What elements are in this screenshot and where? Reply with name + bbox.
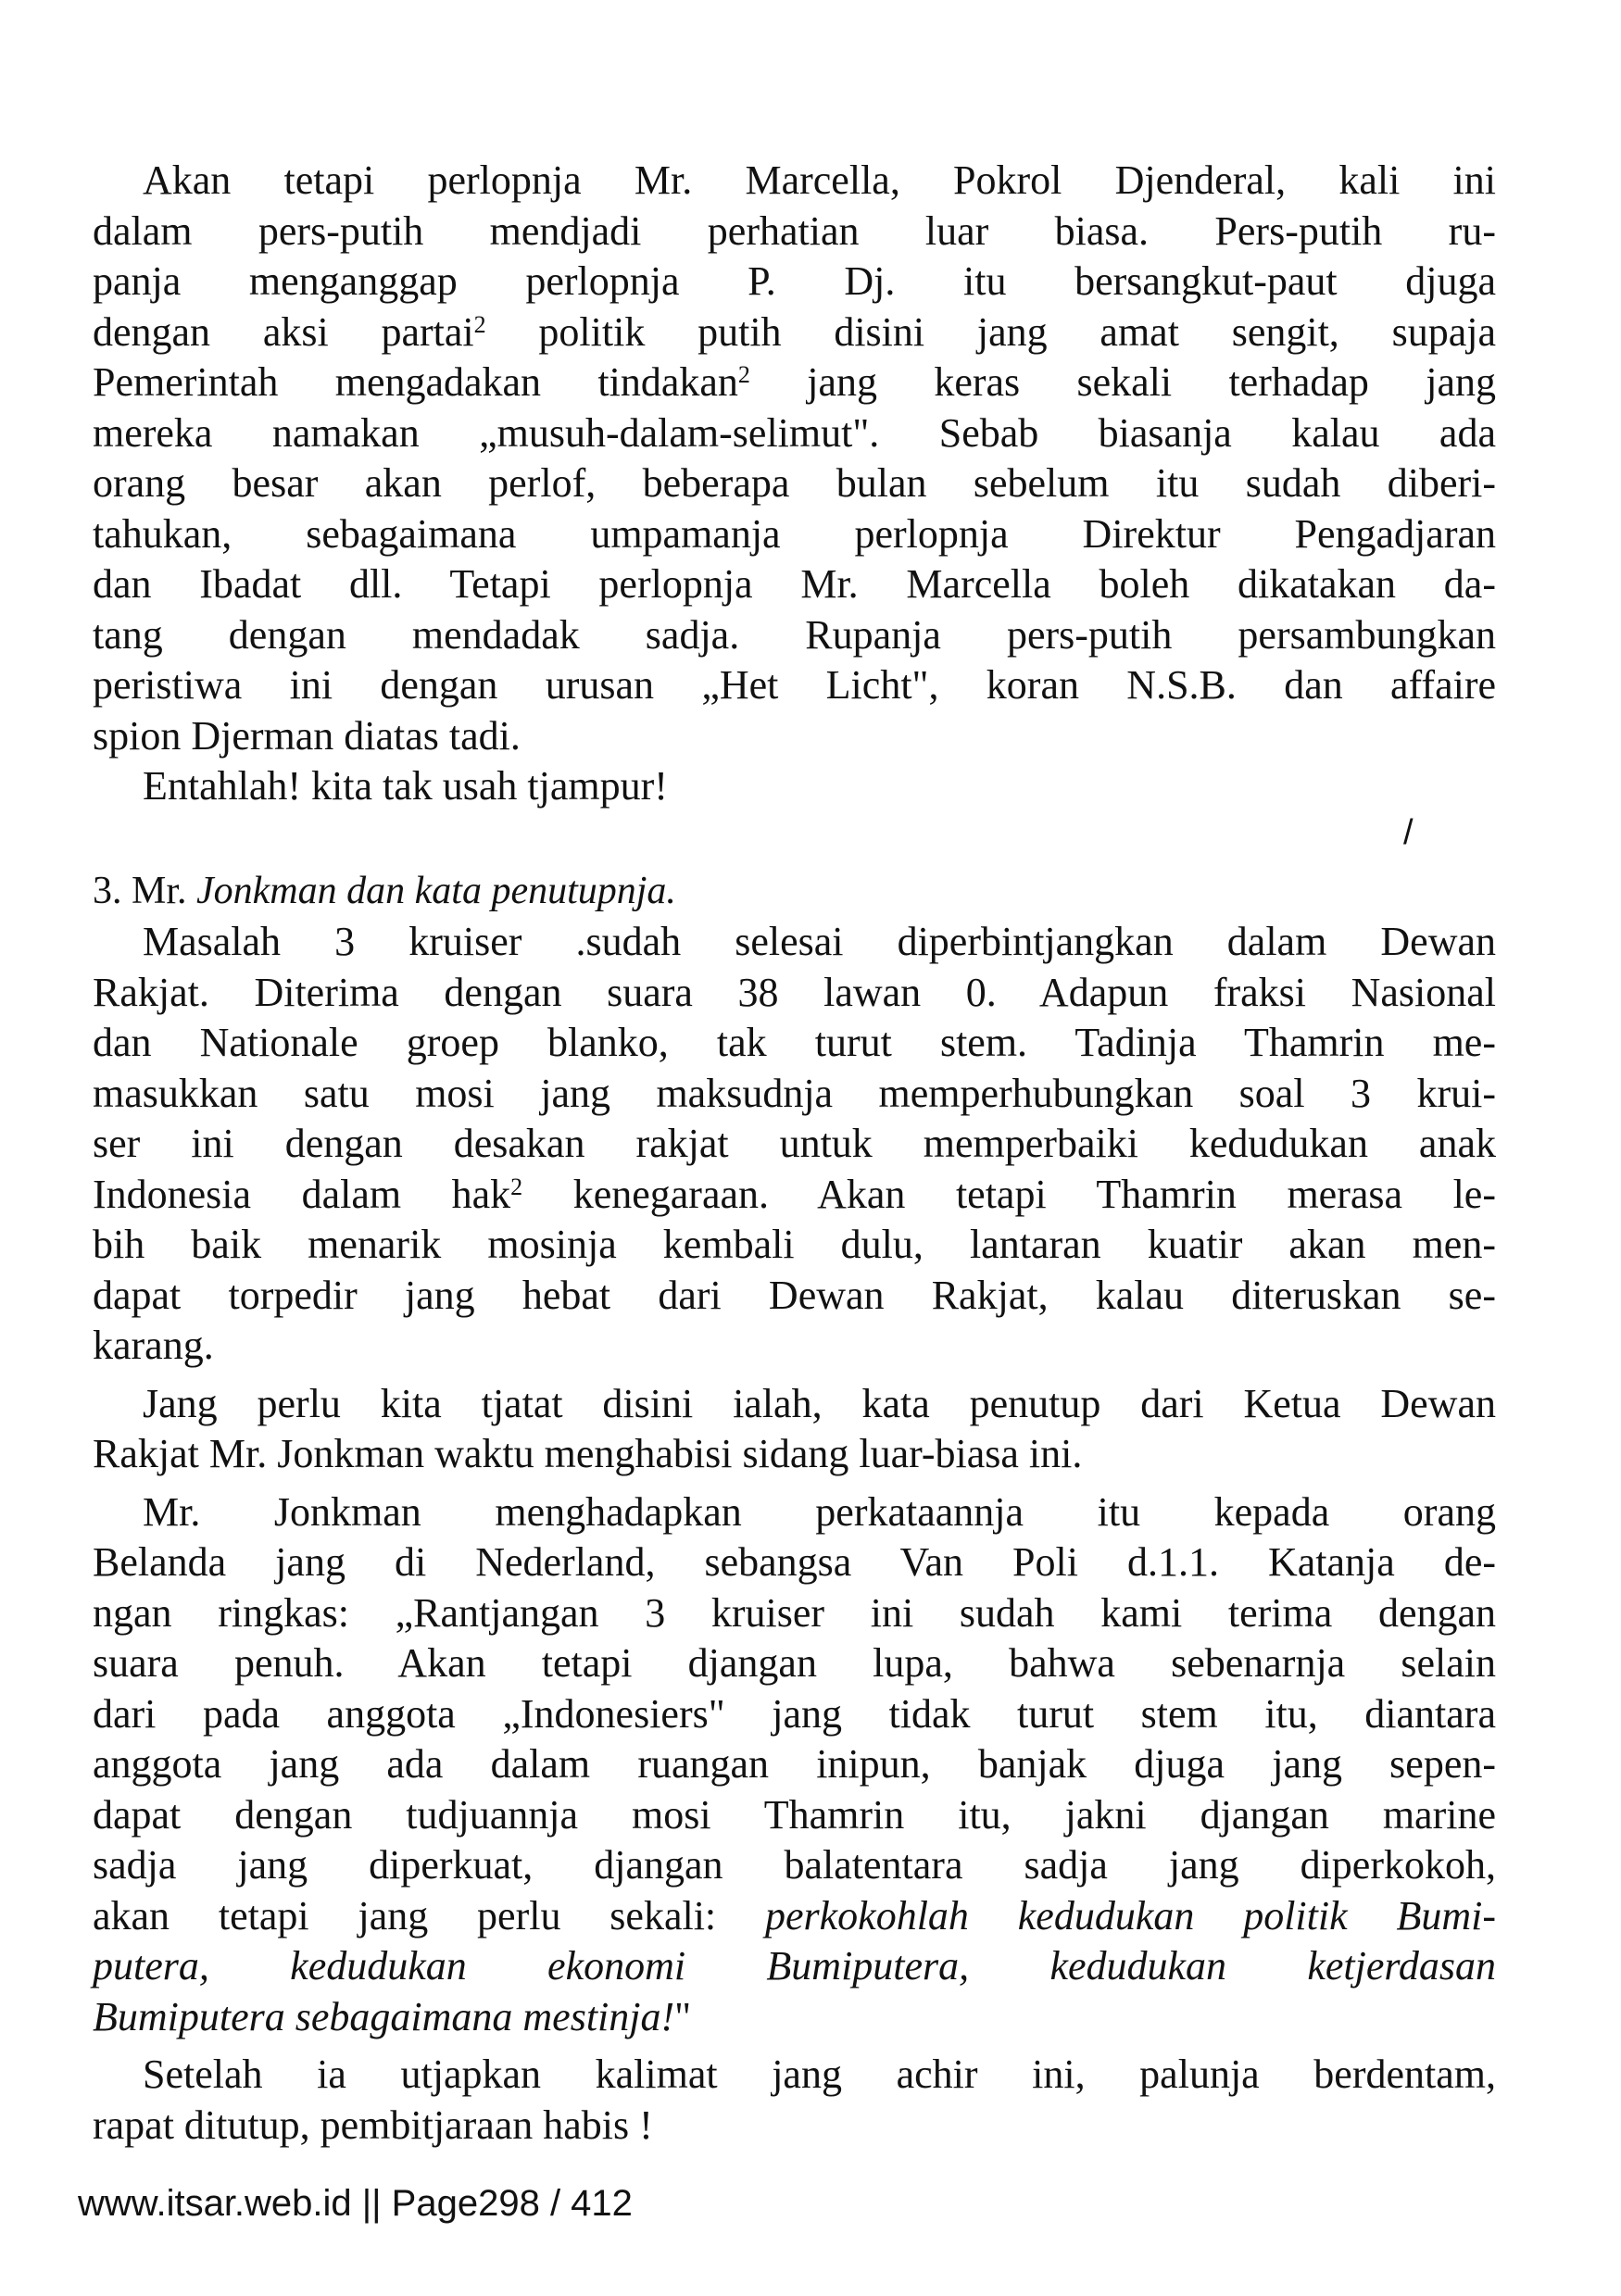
text-line: spion Djerman diatas tadi. bbox=[93, 712, 521, 759]
text-segment: Pemerintah mengadakan tindakan bbox=[93, 359, 738, 405]
reduplication-superscript: 2 bbox=[510, 1173, 523, 1200]
text-line bbox=[93, 1891, 1496, 1942]
text-line: Rakjat Mr. Jonkman waktu menghabisi sidang luar-biasa ini. bbox=[93, 1431, 1083, 1476]
paragraph-palu-berdentam bbox=[93, 2050, 1496, 2151]
text-line bbox=[93, 1992, 1496, 2043]
text-line: masukkan satu mosi jang maksudnja memperhubungkan soal 3 krui- bbox=[93, 1070, 1496, 1116]
text-segment: jang keras sekali terhadap jang bbox=[749, 359, 1497, 405]
paragraph-kata-penutup bbox=[93, 1379, 1496, 1480]
text-line: peristiwa ini dengan urusan „Het Licht", koran N.S.B. dan affaire bbox=[93, 662, 1496, 708]
text-line: dalam pers-putih mendjadi perhatian luar biasa. Pers-putih ru- bbox=[93, 207, 1496, 254]
text-line bbox=[93, 358, 1496, 408]
text-line: Entahlah! kita tak usah tjampur! bbox=[143, 763, 668, 809]
text-line: Masalah 3 kruiser .sudah selesai diperbintjangkan dalam Dewan bbox=[143, 919, 1496, 964]
text-line: rapat ditutup, pembitjaraan habis ! bbox=[93, 2102, 653, 2148]
text-line: dan Nationale groep blanko, tak turut stem. Tadinja Thamrin me- bbox=[93, 1020, 1496, 1065]
text-line bbox=[93, 1170, 1496, 1221]
text-line: Rakjat. Diterima dengan suara 38 lawan 0. Adapun fraksi Nasional bbox=[93, 969, 1496, 1015]
text-line: panja menganggap perlopnja P. Dj. itu bersangkut-paut djuga bbox=[93, 258, 1496, 304]
document-body bbox=[93, 156, 1496, 812]
document-body-section3 bbox=[93, 917, 1496, 2151]
section-heading bbox=[93, 866, 676, 916]
text-segment: politik putih disini jang amat sengit, supaja bbox=[485, 308, 1496, 355]
text-line: Belanda jang di Nederland, sebangsa Van Poli d.1.1. Katanja de- bbox=[93, 1539, 1496, 1585]
emphasis-line: putera, kedudukan ekonomi Bumiputera, kedudukan ketjerdasan bbox=[93, 1943, 1496, 1989]
text-line: bih baik menarik mosinja kembali dulu, lantaran kuatir akan men- bbox=[93, 1222, 1496, 1267]
text-line: dan Ibadat dll. Tetapi perlopnja Mr. Marcella boleh dikatakan da- bbox=[93, 561, 1496, 607]
text-line: Mr. Jonkman menghadapkan perkataannja itu kepada orang bbox=[143, 1488, 1496, 1535]
paragraph-kruiser bbox=[93, 917, 1496, 1372]
text-line: tahukan, sebagaimana umpamanja perlopnja Direktur Pengadjaran bbox=[93, 510, 1496, 557]
emphasis-segment: perkokohlah kedudukan politik Bumi- bbox=[765, 1892, 1496, 1938]
stray-slash-mark: / bbox=[1403, 813, 1414, 852]
page-footer: www.itsar.web.id || Page298 / 412 bbox=[78, 2183, 633, 2224]
text-line: suara penuh. Akan tetapi djangan lupa, bahwa sebenarnja selain bbox=[93, 1640, 1496, 1686]
text-line: Jang perlu kita tjatat disini ialah, kata penutup dari Ketua Dewan bbox=[143, 1380, 1496, 1426]
text-line: sadja jang diperkuat, djangan balatentara sadja jang diperkokoh, bbox=[93, 1842, 1496, 1888]
text-line: karang. bbox=[93, 1323, 214, 1368]
text-line: Setelah ia utjapkan kalimat jang achir ini, palunja berdentam, bbox=[143, 2051, 1496, 2097]
reduplication-superscript: 2 bbox=[737, 361, 750, 388]
text-line: anggota jang ada dalam ruangan inipun, banjak djuga jang sepen- bbox=[93, 1741, 1496, 1787]
text-line: ser ini dengan desakan rakjat untuk memperbaiki kedudukan anak bbox=[93, 1121, 1496, 1166]
heading-prefix: 3. Mr. bbox=[93, 870, 197, 912]
reduplication-superscript: 2 bbox=[473, 310, 486, 338]
text-segment: akan tetapi jang perlu sekali: bbox=[93, 1892, 765, 1938]
text-line: Akan tetapi perlopnja Mr. Marcella, Pokrol Djenderal, kali ini bbox=[143, 157, 1496, 203]
text-line bbox=[93, 307, 1496, 358]
emphasis-segment: Bumiputera sebagaimana mestinja! bbox=[93, 1993, 675, 2039]
text-segment: Indonesia dalam hak bbox=[93, 1171, 511, 1217]
paragraph-entahlah bbox=[93, 761, 1496, 812]
closing-quote: " bbox=[674, 1993, 692, 2039]
paragraph-perlop-marcella bbox=[93, 156, 1496, 761]
text-line: dapat torpedir jang hebat dari Dewan Rakjat, kalau diteruskan se- bbox=[93, 1272, 1496, 1318]
paragraph-jonkman-speech bbox=[93, 1487, 1496, 2043]
text-line: orang besar akan perlof, beberapa bulan sebelum itu sudah diberi- bbox=[93, 460, 1496, 506]
text-line: ngan ringkas: „Rantjangan 3 kruiser ini sudah kami terima dengan bbox=[93, 1589, 1496, 1636]
text-line: tang dengan mendadak sadja. Rupanja pers-putih persambungkan bbox=[93, 611, 1496, 658]
text-line: dari pada anggota „Indonesiers" jang tidak turut stem itu, diantara bbox=[93, 1690, 1496, 1737]
heading-title: Jonkman dan kata penutupnja. bbox=[196, 870, 676, 912]
text-segment: kenegaraan. Akan tetapi Thamrin merasa le- bbox=[522, 1171, 1496, 1217]
text-segment: dengan aksi partai bbox=[93, 308, 474, 355]
text-line: dapat dengan tudjuannja mosi Thamrin itu, jakni djangan marine bbox=[93, 1791, 1496, 1838]
text-line: mereka namakan „musuh-dalam-selimut". Sebab biasanja kalau ada bbox=[93, 409, 1496, 456]
